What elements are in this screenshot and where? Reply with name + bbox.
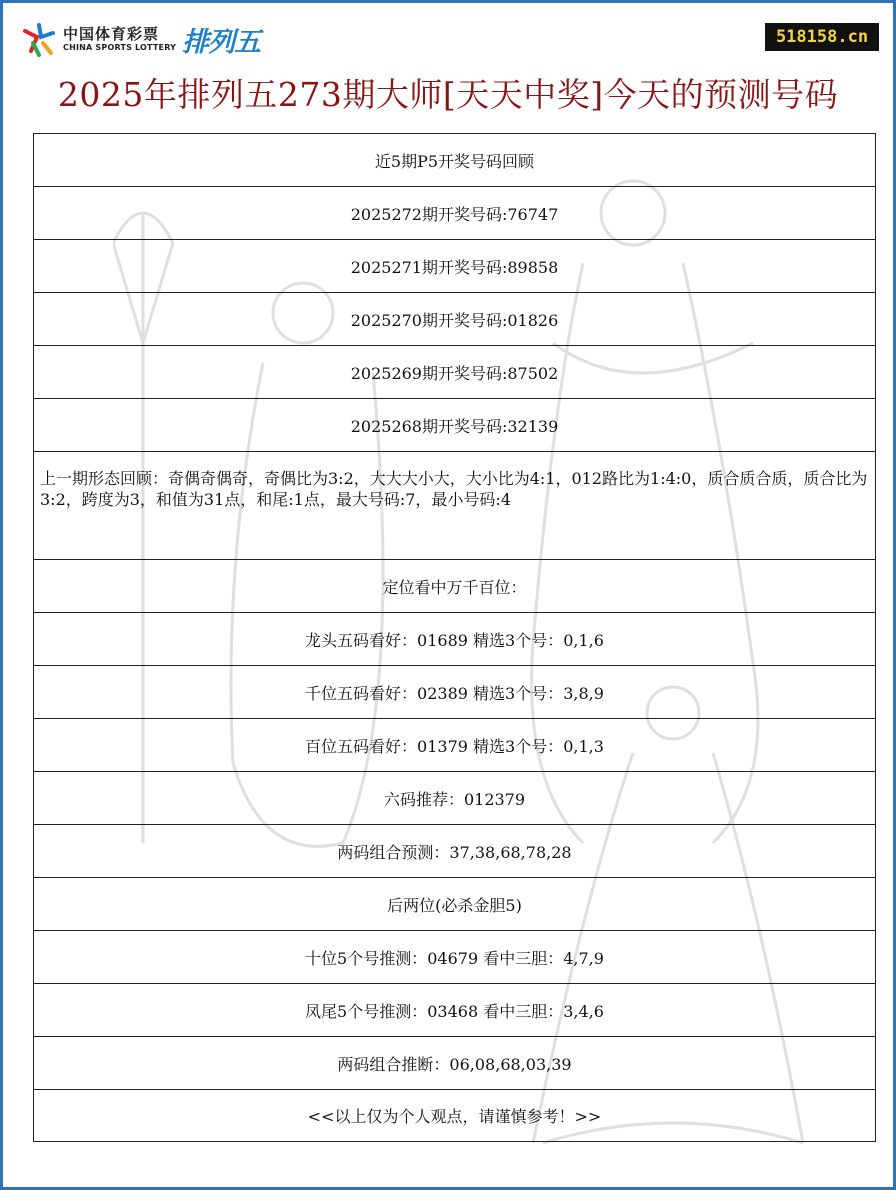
table-row-disclaimer: <<以上仅为个人观点，请谨慎参考！>>: [34, 1089, 875, 1142]
page-header: [3, 3, 893, 133]
table-row: 凤尾5个号推测：03468 看中三胆：3,4,6: [34, 983, 875, 1036]
lottery-star-icon: [21, 21, 57, 57]
pailie-wu-game-logo: 排列五: [182, 26, 261, 58]
table-row: 两码组合预测：37,38,68,78,28: [34, 824, 875, 877]
table-row: 六码推荐：012379: [34, 771, 875, 824]
table-row: 十位5个号推测：04679 看中三胆：4,7,9: [34, 930, 875, 983]
table-row: 龙头五码看好：01689 精选3个号：0,1,6: [34, 612, 875, 665]
table-row: 2025269期开奖号码:87502: [34, 345, 875, 398]
table-row: 两码组合推断：06,08,68,03,39: [34, 1036, 875, 1089]
table-row: 2025270期开奖号码:01826: [34, 292, 875, 345]
table-row-pattern-review: 上一期形态回顾：奇偶奇偶奇，奇偶比为3:2，大大大小大，大小比为4:1，012路比为1:4:0，质合质合质，质合比为3:2，跨度为3，和值为31点，和尾:1点，最大号码:7，最小号码:4: [34, 451, 875, 559]
logo-english-text: CHINA SPORTS LOTTERY: [63, 43, 177, 52]
table-row: 后两位(必杀金胆5): [34, 877, 875, 930]
prediction-table: [33, 133, 876, 1142]
table-row: 2025272期开奖号码:76747: [34, 186, 875, 239]
table-row: 千位五码看好：02389 精选3个号：3,8,9: [34, 665, 875, 718]
table-row: 2025268期开奖号码:32139: [34, 398, 875, 451]
site-badge[interactable]: 518158.cn: [765, 23, 879, 51]
table-row-header: 近5期P5开奖号码回顾: [34, 133, 875, 186]
table-row: 百位五码看好：01379 精选3个号：0,1,3: [34, 718, 875, 771]
table-row: 2025271期开奖号码:89858: [34, 239, 875, 292]
page-title: 2025年排列五273期大师[天天中奖]今天的预测号码: [57, 75, 839, 114]
logo-chinese-text: 中国体育彩票: [63, 25, 160, 43]
table-row: 定位看中万千百位：: [34, 559, 875, 612]
china-sports-lottery-logo[interactable]: [21, 19, 260, 59]
